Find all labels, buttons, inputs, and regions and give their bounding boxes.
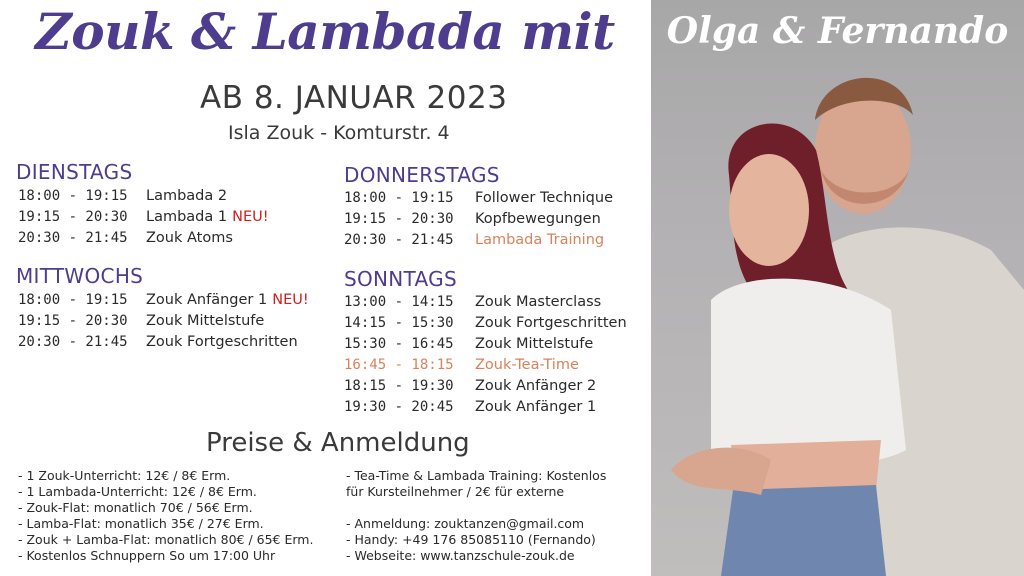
schedule-row [344, 397, 627, 418]
man-arm [671, 448, 771, 495]
woman-shirt [711, 279, 906, 465]
schedule-row [18, 186, 269, 207]
contact-line: - Anmeldung: zouktanzen@gmail.com [346, 516, 585, 531]
new-badge: NEU! [272, 292, 309, 308]
class-time: 20:30 - 21:45 [18, 230, 128, 246]
contact-info [346, 516, 596, 564]
class-time: 20:30 - 21:45 [18, 334, 128, 350]
new-badge: NEU! [232, 209, 269, 225]
day-heading-sonntags: SONNTAGS [344, 267, 457, 291]
tea-time-info [346, 468, 606, 500]
contact-line: - Handy: +49 176 85085110 (Fernando) [346, 532, 596, 547]
class-name-highlighted: Lambada Training [475, 232, 605, 248]
class-time: 19:30 - 20:45 [344, 399, 454, 415]
class-time: 18:00 - 19:15 [344, 190, 454, 206]
price-list [18, 468, 313, 564]
couple-names: Olga & Fernando [666, 10, 1009, 52]
class-time: 19:15 - 20:30 [18, 209, 128, 225]
info-line: für Kursteilnehmer / 2€ für externe [346, 484, 565, 499]
schedule-donnerstags [344, 188, 613, 251]
class-name: Zouk Atoms [146, 230, 233, 246]
class-name: Lambada 1 [146, 209, 228, 225]
contact-line: - Webseite: www.tanzschule-zouk.de [346, 548, 575, 563]
class-time: 13:00 - 14:15 [344, 294, 454, 310]
class-name: Zouk Mittelstufe [146, 313, 265, 329]
info-line: - Tea-Time & Lambada Training: Kostenlos [346, 468, 607, 483]
day-heading-dienstags: DIENSTAGS [16, 160, 133, 184]
schedule-row [344, 334, 627, 355]
class-time: 18:00 - 19:15 [18, 188, 128, 204]
schedule-row [344, 230, 613, 251]
schedule-row [344, 209, 613, 230]
price-item: - 1 Zouk-Unterricht: 12€ / 8€ Erm. [18, 468, 231, 483]
class-name: Zouk Fortgeschritten [475, 315, 627, 331]
class-time: 20:30 - 21:45 [344, 232, 454, 248]
class-name: Zouk-Tea-Time [475, 357, 579, 373]
schedule-row [18, 207, 269, 228]
schedule-row [18, 228, 269, 249]
class-name: Zouk Anfänger 1 [475, 399, 597, 415]
class-name: Zouk Fortgeschritten [146, 334, 298, 350]
class-time: 15:30 - 16:45 [344, 336, 454, 352]
price-item: - Lamba-Flat: monatlich 35€ / 27€ Erm. [18, 516, 264, 531]
start-date: AB 8. JANUAR 2023 [200, 80, 508, 116]
price-item: - Zouk-Flat: monatlich 70€ / 56€ Erm. [18, 500, 253, 515]
schedule-mittwochs [18, 290, 309, 353]
class-name: Zouk Anfänger 2 [475, 378, 597, 394]
schedule-dienstags [18, 186, 269, 249]
price-item: - Kostenlos Schnuppern So um 17:00 Uhr [18, 548, 276, 563]
schedule-row [344, 376, 627, 397]
price-item: - 1 Lambada-Unterricht: 12€ / 8€ Erm. [18, 484, 257, 499]
venue: Isla Zouk - Komturstr. 4 [228, 122, 450, 144]
event-title: Zouk & Lambada mit [35, 2, 615, 61]
schedule-sonntags [344, 292, 627, 418]
price-item: - Zouk + Lamba-Flat: monatlich 80€ / 65€ Erm. [18, 532, 314, 547]
schedule-row-highlighted [344, 355, 627, 376]
class-name: Lambada 2 [146, 188, 228, 204]
woman-head [729, 154, 809, 266]
couple-illustration [651, 0, 1024, 576]
woman-jeans [721, 485, 886, 576]
class-time: 16:45 - 18:15 [344, 357, 454, 373]
class-time: 14:15 - 15:30 [344, 315, 454, 331]
day-heading-mittwochs: MITTWOCHS [16, 264, 144, 288]
class-name: Follower Technique [475, 190, 613, 206]
schedule-row [18, 311, 309, 332]
class-name: Kopfbewegungen [475, 211, 601, 227]
class-time: 19:15 - 20:30 [344, 211, 454, 227]
day-heading-donnerstags: DONNERSTAGS [344, 163, 500, 187]
class-time: 19:15 - 20:30 [18, 313, 128, 329]
class-name: Zouk Anfänger 1 [146, 292, 268, 308]
schedule-row [18, 290, 309, 311]
schedule-row [18, 332, 309, 353]
pricing-heading: Preise & Anmeldung [206, 428, 470, 458]
schedule-row [344, 292, 627, 313]
class-name: Zouk Masterclass [475, 294, 602, 310]
schedule-row [344, 188, 613, 209]
couple-photo [651, 0, 1024, 576]
schedule-row [344, 313, 627, 334]
class-time: 18:15 - 19:30 [344, 378, 454, 394]
class-name: Zouk Mittelstufe [475, 336, 594, 352]
class-time: 18:00 - 19:15 [18, 292, 128, 308]
